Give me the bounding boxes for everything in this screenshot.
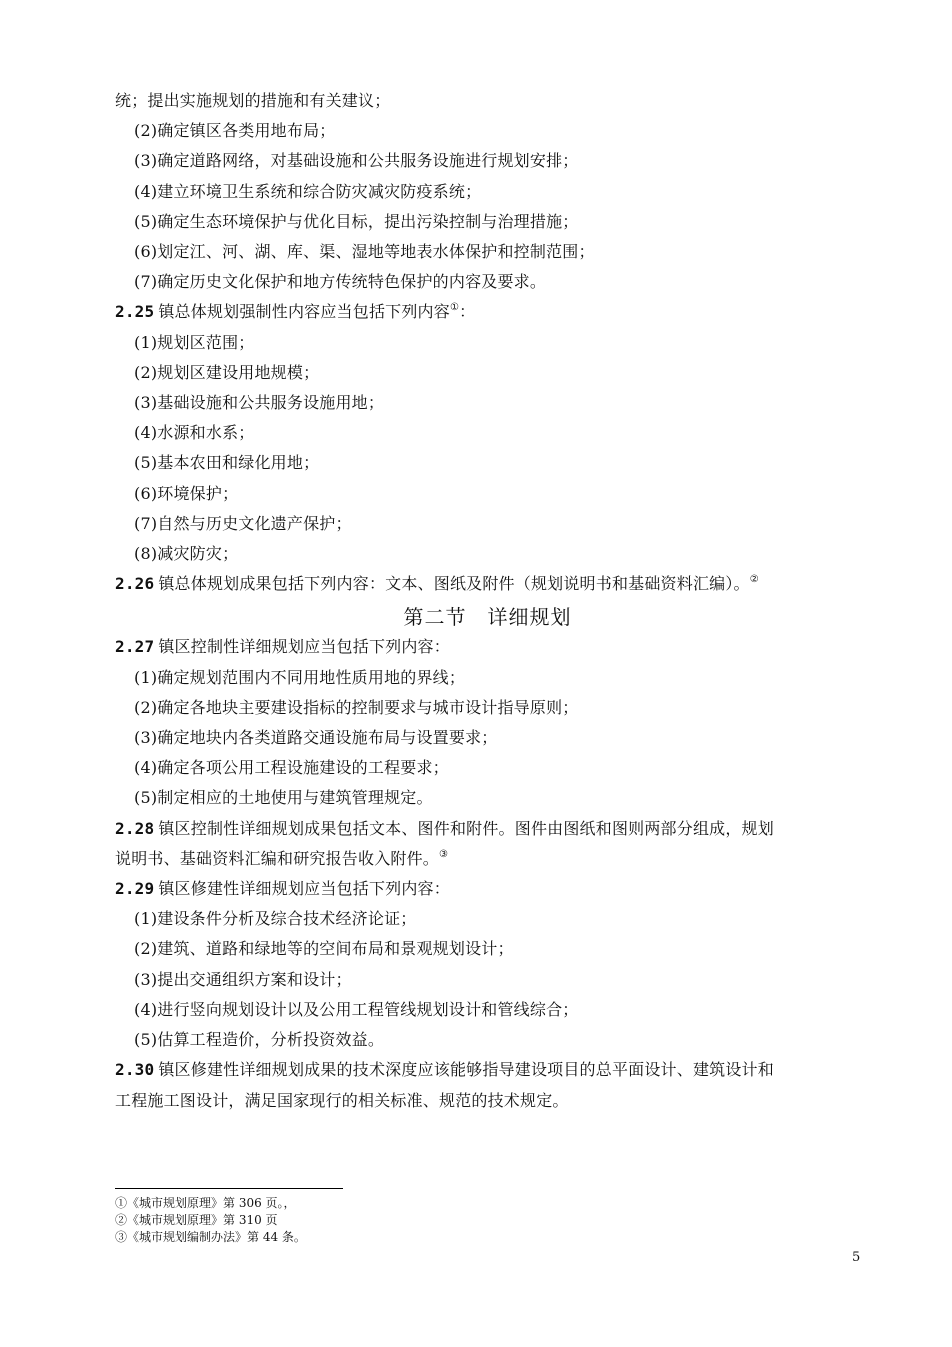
clause-text: 镇区控制性详细规划成果包括文本、图件和附件。图件由图纸和图则两部分组成，规划: [158, 818, 774, 838]
clause-2-30: [115, 1055, 860, 1085]
clause-number: 2.29: [115, 879, 155, 899]
footnote-divider: [115, 1188, 343, 1189]
clause-text: 说明书、基础资料汇编和研究报告收入附件。: [115, 848, 440, 868]
list-item: (4)确定各项公用工程设施建设的工程要求；: [134, 758, 449, 778]
clause-number: 2.30: [115, 1060, 155, 1080]
list-item: (2)规划区建设用地规模；: [134, 362, 320, 382]
footnote-ref: ③: [439, 848, 449, 860]
list-item: (2)建筑、道路和绿地等的空间布局和景观规划设计；: [134, 939, 514, 959]
list-item: (3)确定地块内各类道路交通设施布局与设置要求；: [134, 728, 498, 748]
list-item: (4)建立环境卫生系统和综合防灾减灾防疫系统；: [134, 181, 482, 201]
list-item: (6)划定江、河、湖、库、渠、湿地等地表水体保护和控制范围；: [134, 242, 595, 262]
clause-2-28-cont: [115, 844, 860, 874]
footnotes: [115, 1195, 306, 1246]
list-item: (7)确定历史文化保护和地方传统特色保护的内容及要求。: [134, 272, 547, 292]
list-item: (4)进行竖向规划设计以及公用工程管线规划设计和管线综合；: [134, 999, 579, 1019]
list-item: (3)确定道路网络，对基础设施和公共服务设施进行规划安排；: [134, 151, 579, 171]
clause-text: 镇区修建性详细规划成果的技术深度应该能够指导建设项目的总平面设计、建筑设计和: [158, 1060, 774, 1080]
list-item: (2)确定镇区各类用地布局；: [134, 121, 336, 141]
list-item: (6)环境保护；: [134, 483, 239, 503]
list-item: (7)自然与历史文化遗产保护；: [134, 513, 352, 533]
continued-line: 统；提出实施规划的措施和有关建议；: [115, 91, 391, 110]
clause-number: 2.26: [115, 574, 155, 594]
clause-text: 镇区修建性详细规划应当包括下列内容：: [158, 879, 450, 899]
clause-text: 镇总体规划强制性内容应当包括下列内容: [158, 302, 450, 322]
clause-2-27: [115, 632, 860, 662]
clause-2-30-cont: 工程施工图设计，满足国家现行的相关标准、规范的技术规定。: [115, 1090, 569, 1110]
clause-number: 2.28: [115, 818, 155, 838]
footnote-ref: ②: [749, 574, 759, 586]
clause-text: 镇区控制性详细规划应当包括下列内容：: [158, 637, 450, 657]
list-item: (1)建设条件分析及综合技术经济论证；: [134, 909, 417, 929]
list-item: (5)估算工程造价，分析投资效益。: [134, 1030, 385, 1050]
clause-punct: ：: [459, 302, 476, 322]
section-title: 第二节 详细规划: [403, 605, 572, 630]
list-item: (5)基本农田和绿化用地；: [134, 453, 320, 473]
list-item: (5)确定生态环境保护与优化目标，提出污染控制与治理措施；: [134, 211, 579, 231]
clause-2-28: [115, 814, 860, 844]
list-item: (8)减灾防灾；: [134, 544, 239, 564]
list-item: (1)规划区范围；: [134, 332, 255, 352]
list-item: (2)确定各地块主要建设指标的控制要求与城市设计指导原则；: [134, 697, 579, 717]
body-text: [115, 86, 860, 1116]
clause-number: 2.27: [115, 637, 155, 657]
clause-text: 镇总体规划成果包括下列内容：文本、图纸及附件（规划说明书和基础资料汇编）。: [158, 574, 750, 594]
page-number: 5: [852, 1250, 861, 1265]
footnote-ref: ①: [449, 302, 460, 314]
clause-number: 2.25: [115, 302, 155, 322]
footnote: ①《城市规划原理》第 306 页。，: [115, 1196, 296, 1210]
clause-2-29: [115, 874, 860, 904]
list-item: (5)制定相应的土地使用与建筑管理规定。: [134, 788, 433, 808]
clause-2-25: [115, 297, 860, 327]
list-item: (3)提出交通组织方案和设计；: [134, 969, 352, 989]
list-item: (3)基础设施和公共服务设施用地；: [134, 393, 385, 413]
list-item: (4)水源和水系；: [134, 423, 255, 443]
footnote: ②《城市规划原理》第 310 页: [115, 1213, 278, 1227]
list-item: (1)确定规划范围内不同用地性质用地的界线；: [134, 667, 466, 687]
clause-2-26: [115, 569, 860, 599]
footnote: ③《城市规划编制办法》第 44 条。: [115, 1230, 306, 1244]
